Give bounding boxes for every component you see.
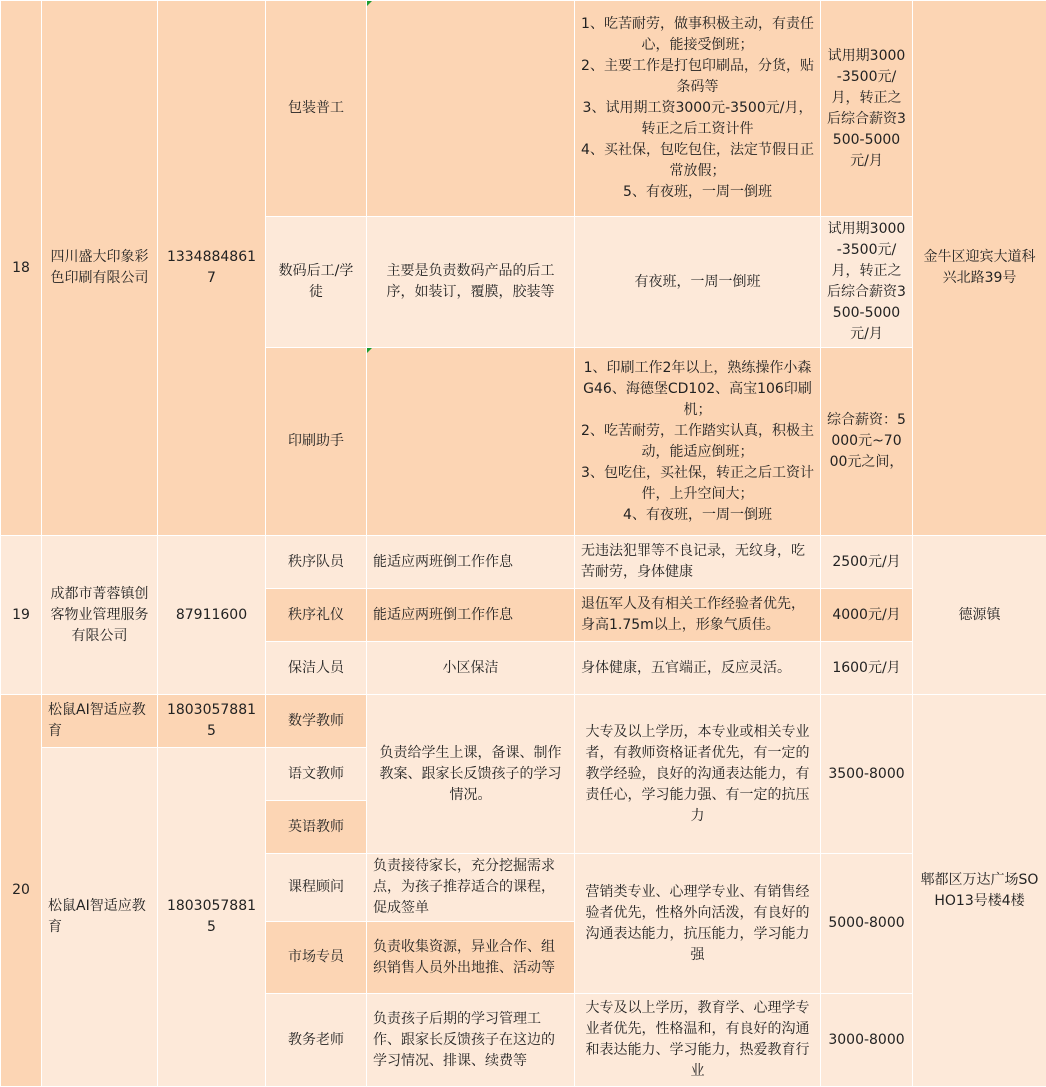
job-requirements: 退伍军人及有相关工作经验者优先，身高1.75m以上，形象气质佳。 — [575, 589, 821, 642]
job-duty: 负责给学生上课，备课、制作教案、跟家长反馈孩子的学习情况。 — [367, 695, 575, 854]
job-duty: 能适应两班倒工作作息 — [367, 536, 575, 589]
job-salary: 1600元/月 — [821, 642, 913, 695]
row-number: 20 — [1, 695, 42, 1087]
job-salary: 3000-8000 — [821, 994, 913, 1087]
company-name: 成都市菁蓉镇创客物业管理服务有限公司 — [42, 536, 158, 695]
job-title: 秩序礼仪 — [266, 589, 367, 642]
job-title: 课程顾问 — [266, 854, 367, 922]
job-duty: 小区保洁 — [367, 642, 575, 695]
company-name: 松鼠AI智适应教育 — [42, 748, 158, 1087]
job-requirements: 无违法犯罪等不良记录，无纹身，吃苦耐劳，身体健康 — [575, 536, 821, 589]
job-salary: 试用期3000-3500元/月，转正之后综合薪资3500-5000元/月 — [821, 217, 913, 348]
contact-phone: 87911600 — [158, 536, 266, 695]
job-salary: 综合薪资：5000元~7000元之间， — [821, 348, 913, 536]
job-duty: 负责收集资源，异业合作、组织销售人员外出地推、活动等 — [367, 922, 575, 994]
work-address: 德源镇 — [913, 536, 1046, 695]
work-address: 金牛区迎宾大道科兴北路39号 — [913, 1, 1046, 536]
row-number: 19 — [1, 536, 42, 695]
job-title: 语文教师 — [266, 748, 367, 801]
row-number: 18 — [1, 1, 42, 536]
job-title: 市场专员 — [266, 922, 367, 994]
job-title: 数码后工/学徒 — [266, 217, 367, 348]
job-salary: 2500元/月 — [821, 536, 913, 589]
job-duty: 主要是负责数码产品的后工序，如装订，覆膜，胶装等 — [367, 217, 575, 348]
job-title: 包装普工 — [266, 1, 367, 217]
job-duty: 负责接待家长，充分挖掘需求点，为孩子推荐适合的课程，促成签单 — [367, 854, 575, 922]
contact-phone: 13348848617 — [158, 1, 266, 536]
job-requirements: 营销类专业、心理学专业、有销售经验者优先，性格外向活泼，有良好的沟通表达能力，抗压能力，学习能力强 — [575, 854, 821, 994]
job-salary: 试用期3000-3500元/月，转正之后综合薪资3500-5000元/月 — [821, 1, 913, 217]
company-name: 四川盛大印象彩色印刷有限公司 — [42, 1, 158, 536]
job-requirements: 大专及以上学历，本专业或相关专业者，有教师资格证者优先，有一定的教学经验，良好的沟通表达能力，有责任心，学习能力强、有一定的抗压力 — [575, 695, 821, 854]
job-salary: 4000元/月 — [821, 589, 913, 642]
job-salary: 5000-8000 — [821, 854, 913, 994]
job-title: 秩序队员 — [266, 536, 367, 589]
job-requirements: 1、吃苦耐劳，做事积极主动，有责任心，能接受倒班； 2、主要工作是打包印刷品，分货，贴条码等 3、试用期工资3000元-3500元/月，转正之后工资计件 4、买社保，包吃包住，法定节假日正常放假； 5、有夜班，一周一倒班 — [575, 1, 821, 217]
job-requirements: 1、印刷工作2年以上，熟练操作小森G46、海德堡CD102、高宝106印刷机； 2、吃苦耐劳，工作踏实认真，积极主动，能适应倒班； 3、包吃住，买社保，转正之后工资计件，上升空间大； 4、有夜班，一周一倒班 — [575, 348, 821, 536]
company-name: 松鼠AI智适应教育 — [42, 695, 158, 748]
job-title: 英语教师 — [266, 801, 367, 854]
job-requirements: 有夜班，一周一倒班 — [575, 217, 821, 348]
job-salary: 3500-8000 — [821, 695, 913, 854]
job-duty — [367, 348, 575, 536]
job-title: 教务老师 — [266, 994, 367, 1087]
job-duty: 能适应两班倒工作作息 — [367, 589, 575, 642]
job-duty — [367, 1, 575, 217]
contact-phone: 18030578815 — [158, 748, 266, 1087]
job-title: 数学教师 — [266, 695, 367, 748]
job-requirements: 身体健康，五官端正，反应灵活。 — [575, 642, 821, 695]
job-requirements: 大专及以上学历，教育学、心理学专业者优先，性格温和，有良好的沟通和表达能力、学习能力，热爱教育行业 — [575, 994, 821, 1087]
work-address: 郫都区万达广场SOHO13号楼4楼 — [913, 695, 1046, 1087]
job-duty: 负责孩子后期的学习管理工作、跟家长反馈孩子在这边的学习情况、排课、续费等 — [367, 994, 575, 1087]
job-title: 印刷助手 — [266, 348, 367, 536]
contact-phone: 18030578815 — [158, 695, 266, 748]
job-title: 保洁人员 — [266, 642, 367, 695]
